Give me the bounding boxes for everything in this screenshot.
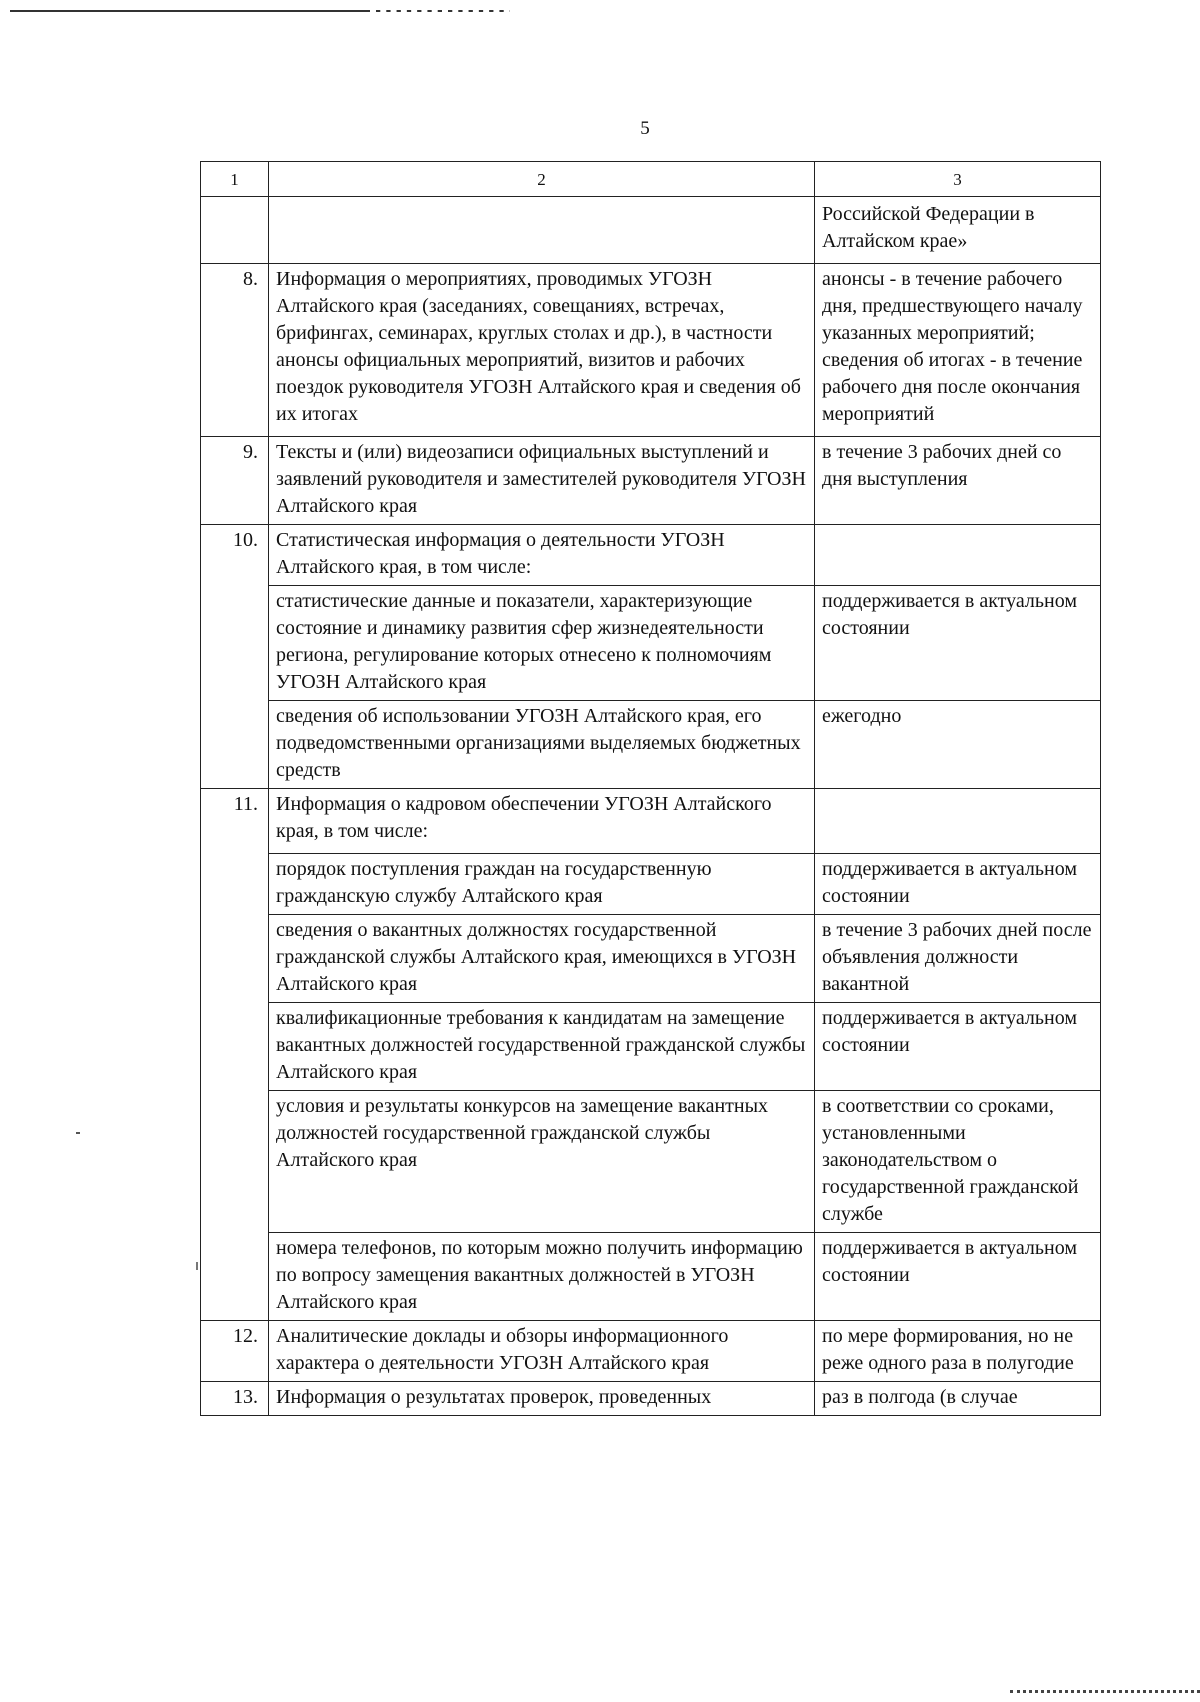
row-text: номера телефонов, по которым можно получить информацию по вопросу замещения вакантных должностей в УГОЗН Алтайского края bbox=[269, 1233, 815, 1321]
scan-artifact-noise bbox=[1010, 1690, 1200, 1693]
table-subrow bbox=[201, 1233, 1101, 1321]
row-number: 8. bbox=[201, 264, 269, 437]
row-text: сведения об использовании УГОЗН Алтайского края, его подведомственными организациями выделяемых бюджетных средств bbox=[269, 701, 815, 789]
row-deadline: поддерживается в актуальном состоянии bbox=[815, 586, 1101, 701]
row-text: Тексты и (или) видеозаписи официальных выступлений и заявлений руководителя и заместителей руководителя УГОЗН Алтайского края bbox=[269, 437, 815, 525]
table-subrow bbox=[201, 915, 1101, 1003]
row-deadline: в течение 3 рабочих дней после объявления должности вакантной bbox=[815, 915, 1101, 1003]
row-deadline: поддерживается в актуальном состоянии bbox=[815, 1233, 1101, 1321]
row-deadline bbox=[815, 789, 1101, 854]
table-subrow bbox=[201, 854, 1101, 915]
row-text: порядок поступления граждан на государственную гражданскую службу Алтайского края bbox=[269, 854, 815, 915]
row-text: Статистическая информация о деятельности УГОЗН Алтайского края, в том числе: bbox=[269, 525, 815, 586]
table-row bbox=[201, 1321, 1101, 1382]
row-number: 10. bbox=[201, 525, 269, 789]
row-text: условия и результаты конкурсов на замещение вакантных должностей государственной гражданской службы Алтайского края bbox=[269, 1091, 815, 1233]
table-row bbox=[201, 789, 1101, 854]
table-subrow bbox=[201, 1003, 1101, 1091]
table-row bbox=[201, 525, 1101, 586]
table-row bbox=[201, 264, 1101, 437]
table-subrow bbox=[201, 701, 1101, 789]
row-deadline: ежегодно bbox=[815, 701, 1101, 789]
document-table bbox=[200, 161, 1101, 1416]
table-subrow bbox=[201, 586, 1101, 701]
row-deadline: в соответствии со сроками, установленными законодательством о государственной гражданской службе bbox=[815, 1091, 1101, 1233]
row-text: Аналитические доклады и обзоры информационного характера о деятельности УГОЗН Алтайского края bbox=[269, 1321, 815, 1382]
scan-artifact-mark bbox=[196, 1262, 198, 1270]
scan-artifact-mark bbox=[76, 1132, 80, 1134]
row-text: статистические данные и показатели, характеризующие состояние и динамику развития сфер жизнедеятельности региона, регулирование которых отнесено к полномочиям УГОЗН Алтайского края bbox=[269, 586, 815, 701]
row-deadline: в течение 3 рабочих дней со дня выступления bbox=[815, 437, 1101, 525]
row-deadline: анонсы - в течение рабочего дня, предшествующего началу указанных мероприятий; сведения об итогах - в течение рабочего дня после окончания мероприятий bbox=[815, 264, 1101, 437]
header-col-1: 1 bbox=[201, 162, 269, 197]
row-deadline: поддерживается в актуальном состоянии bbox=[815, 854, 1101, 915]
row-text: Информация о мероприятиях, проводимых УГОЗН Алтайского края (заседаниях, совещаниях, встречах, брифингах, семинарах, круглых столах и др.), в частности анонсы официальных мероприятий, визитов и рабочих поездок руководителя УГОЗН Алтайского края и сведения об их итогах bbox=[269, 264, 815, 437]
row-text: Информация о кадровом обеспечении УГОЗН Алтайского края, в том числе: bbox=[269, 789, 815, 854]
row-deadline: раз в полгода (в случае bbox=[815, 1382, 1101, 1416]
table-row bbox=[201, 197, 1101, 264]
header-col-3: 3 bbox=[815, 162, 1101, 197]
table-header-row bbox=[201, 162, 1101, 197]
row-number: 13. bbox=[201, 1382, 269, 1416]
row-number: 9. bbox=[201, 437, 269, 525]
row-deadline: по мере формирования, но не реже одного раза в полугодие bbox=[815, 1321, 1101, 1382]
row-deadline: Российской Федерации в Алтайском крае» bbox=[815, 197, 1101, 264]
row-deadline: поддерживается в актуальном состоянии bbox=[815, 1003, 1101, 1091]
scan-artifact-line bbox=[10, 10, 510, 12]
page-number: 5 bbox=[640, 118, 650, 139]
row-number: 12. bbox=[201, 1321, 269, 1382]
row-text: сведения о вакантных должностях государственной гражданской службы Алтайского края, имеющихся в УГОЗН Алтайского края bbox=[269, 915, 815, 1003]
table-row bbox=[201, 437, 1101, 525]
table-subrow bbox=[201, 1091, 1101, 1233]
row-text bbox=[269, 197, 815, 264]
row-text: квалификационные требования к кандидатам на замещение вакантных должностей государственной гражданской службы Алтайского края bbox=[269, 1003, 815, 1091]
table-row bbox=[201, 1382, 1101, 1416]
row-number: 11. bbox=[201, 789, 269, 1321]
row-deadline bbox=[815, 525, 1101, 586]
row-number bbox=[201, 197, 269, 264]
row-text: Информация о результатах проверок, проведенных bbox=[269, 1382, 815, 1416]
header-col-2: 2 bbox=[269, 162, 815, 197]
